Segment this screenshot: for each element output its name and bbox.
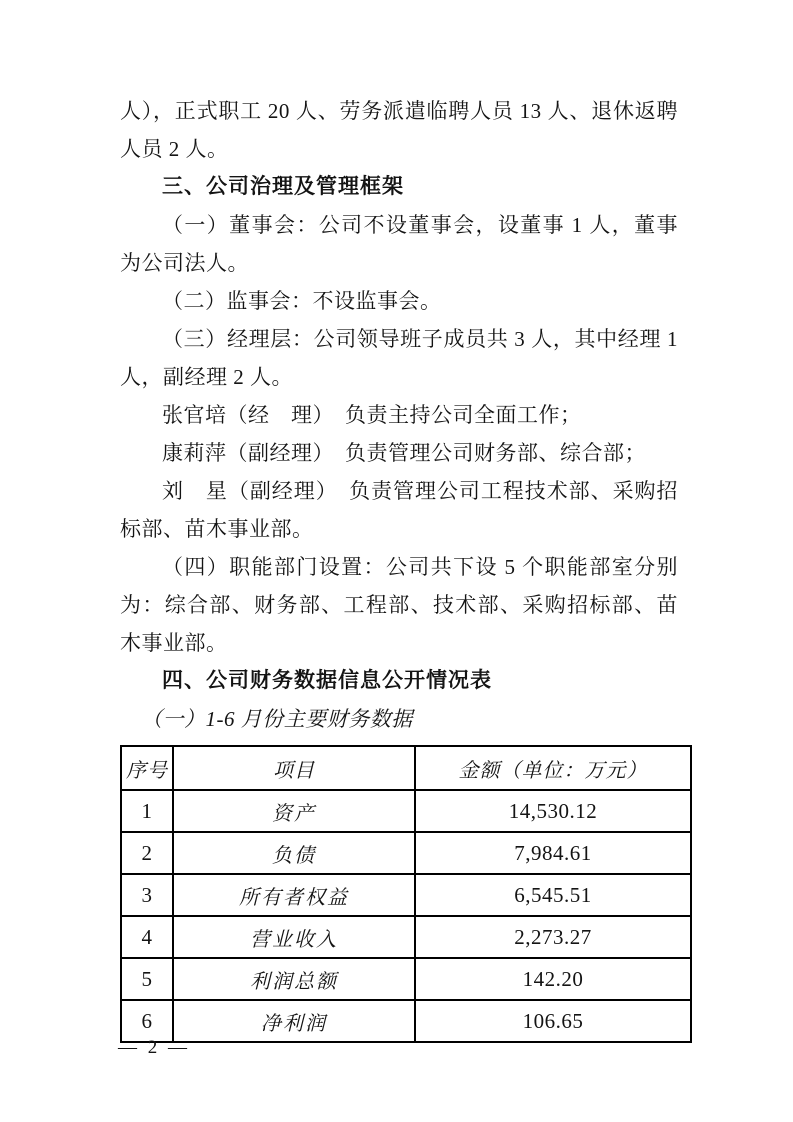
row-amount: 7,984.61 xyxy=(415,832,691,874)
row-amount: 2,273.27 xyxy=(415,916,691,958)
section-heading-governance: 三、公司治理及管理框架 xyxy=(162,175,404,198)
page-number: — 2 — xyxy=(118,1037,190,1058)
row-amount: 142.20 xyxy=(415,958,691,1000)
paragraph-management-team: （三）经理层：公司领导班子成员共 3 人，其中经理 1 人，副经理 2 人。 xyxy=(120,327,678,389)
column-header-index: 序号 xyxy=(121,746,173,790)
paragraph-deputy-liu: 刘 星（副经理） 负责管理公司工程技术部、采购招标部、苗木事业部。 xyxy=(120,479,678,541)
row-index: 5 xyxy=(121,958,173,1000)
table-row xyxy=(121,874,691,916)
row-index: 3 xyxy=(121,874,173,916)
paragraph-deputy-kang: 康莉萍（副经理） 负责管理公司财务部、综合部； xyxy=(162,441,646,465)
table-row xyxy=(121,832,691,874)
row-item: 负债 xyxy=(173,832,415,874)
section-heading-finance: 四、公司财务数据信息公开情况表 xyxy=(162,669,492,692)
table-row xyxy=(121,916,691,958)
paragraph-manager-zhang: 张官培（经 理） 负责主持公司全面工作； xyxy=(162,403,582,427)
subsection-heading-finance-data: （一）1-6 月份主要财务数据 xyxy=(141,707,413,731)
row-amount: 14,530.12 xyxy=(415,790,691,832)
row-index: 6 xyxy=(121,1000,173,1042)
paragraph-departments: （四）职能部门设置：公司共下设 5 个职能部室分别为：综合部、财务部、工程部、技术部、采购招标部、苗木事业部。 xyxy=(120,555,678,655)
row-item: 利润总额 xyxy=(173,958,415,1000)
table-header-row xyxy=(121,746,691,790)
row-index: 4 xyxy=(121,916,173,958)
row-item: 资产 xyxy=(173,790,415,832)
document-content xyxy=(120,92,678,1043)
row-amount: 6,545.51 xyxy=(415,874,691,916)
paragraph-staffing-continued: 人），正式职工 20 人、劳务派遣临聘人员 13 人、退休返聘人员 2 人。 xyxy=(120,99,678,161)
column-header-item: 项目 xyxy=(173,746,415,790)
table-row xyxy=(121,1000,691,1042)
finance-data-table xyxy=(120,745,692,1043)
row-index: 1 xyxy=(121,790,173,832)
column-header-amount: 金额（单位：万元） xyxy=(415,746,691,790)
row-item: 所有者权益 xyxy=(173,874,415,916)
paragraph-supervisors: （二）监事会：不设监事会。 xyxy=(162,289,442,313)
row-item: 营业收入 xyxy=(173,916,415,958)
table-row xyxy=(121,958,691,1000)
row-amount: 106.65 xyxy=(415,1000,691,1042)
paragraph-board: （一）董事会：公司不设董事会，设董事 1 人，董事为公司法人。 xyxy=(120,213,678,275)
table-row xyxy=(121,790,691,832)
row-index: 2 xyxy=(121,832,173,874)
row-item: 净利润 xyxy=(173,1000,415,1042)
